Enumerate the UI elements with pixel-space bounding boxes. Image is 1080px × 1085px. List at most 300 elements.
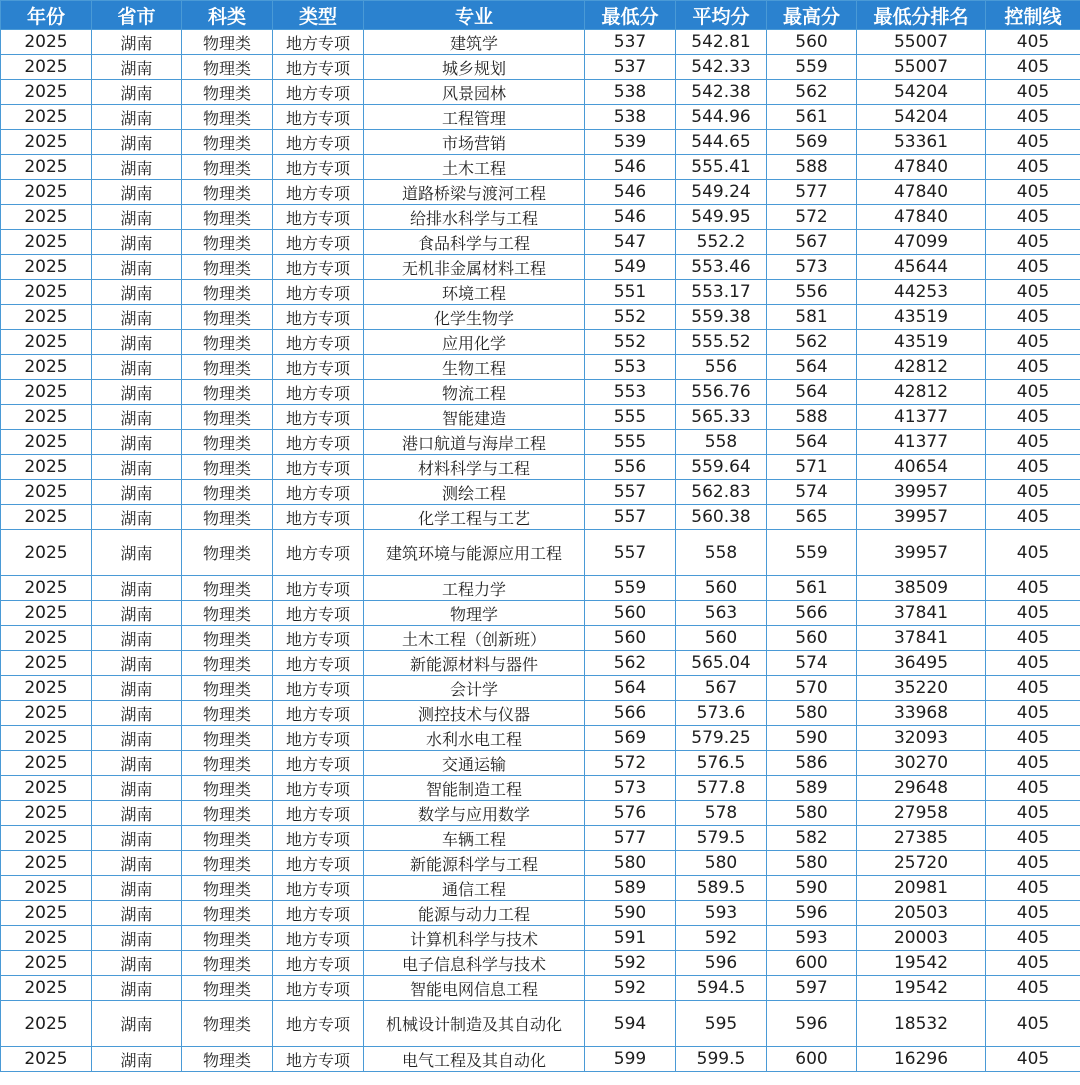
cell-subject: 物理类 — [182, 55, 273, 80]
cell-min-score: 553 — [585, 380, 676, 405]
cell-min-rank: 55007 — [857, 30, 986, 55]
cell-min-rank: 54204 — [857, 105, 986, 130]
cell-year: 2025 — [1, 30, 92, 55]
cell-min-rank: 37841 — [857, 626, 986, 651]
cell-year: 2025 — [1, 751, 92, 776]
cell-subject: 物理类 — [182, 651, 273, 676]
cell-avg-score: 560 — [676, 576, 767, 601]
cell-type: 地方专项 — [273, 901, 364, 926]
cell-subject: 物理类 — [182, 155, 273, 180]
cell-avg-score: 592 — [676, 926, 767, 951]
cell-type: 地方专项 — [273, 776, 364, 801]
cell-type: 地方专项 — [273, 505, 364, 530]
cell-avg-score: 579.25 — [676, 726, 767, 751]
cell-avg-score: 560 — [676, 626, 767, 651]
cell-type: 地方专项 — [273, 405, 364, 430]
cell-province: 湖南 — [92, 751, 182, 776]
cell-major: 给排水科学与工程 — [364, 205, 585, 230]
table-row — [1, 430, 1080, 455]
cell-control-line: 405 — [986, 776, 1080, 801]
cell-year: 2025 — [1, 726, 92, 751]
table-row — [1, 926, 1080, 951]
cell-type: 地方专项 — [273, 701, 364, 726]
cell-type: 地方专项 — [273, 1047, 364, 1072]
cell-avg-score: 555.41 — [676, 155, 767, 180]
table-row — [1, 30, 1080, 55]
cell-province: 湖南 — [92, 480, 182, 505]
cell-subject: 物理类 — [182, 280, 273, 305]
cell-avg-score: 573.6 — [676, 701, 767, 726]
cell-province: 湖南 — [92, 976, 182, 1001]
cell-major: 物理学 — [364, 601, 585, 626]
cell-control-line: 405 — [986, 305, 1080, 330]
cell-province: 湖南 — [92, 405, 182, 430]
cell-year: 2025 — [1, 255, 92, 280]
cell-min-rank: 20503 — [857, 901, 986, 926]
cell-major: 材料科学与工程 — [364, 455, 585, 480]
cell-avg-score: 549.24 — [676, 180, 767, 205]
cell-min-rank: 39957 — [857, 480, 986, 505]
cell-province: 湖南 — [92, 180, 182, 205]
cell-province: 湖南 — [92, 626, 182, 651]
cell-year: 2025 — [1, 626, 92, 651]
cell-max-score: 571 — [767, 455, 857, 480]
cell-control-line: 405 — [986, 576, 1080, 601]
cell-province: 湖南 — [92, 105, 182, 130]
cell-major: 土木工程 — [364, 155, 585, 180]
table-header — [1, 1, 1080, 30]
cell-major: 电气工程及其自动化 — [364, 1047, 585, 1072]
cell-min-score: 546 — [585, 205, 676, 230]
cell-year: 2025 — [1, 480, 92, 505]
cell-major: 道路桥梁与渡河工程 — [364, 180, 585, 205]
cell-min-rank: 18532 — [857, 1001, 986, 1047]
cell-min-score: 590 — [585, 901, 676, 926]
cell-min-score: 537 — [585, 55, 676, 80]
cell-major: 工程管理 — [364, 105, 585, 130]
cell-min-rank: 32093 — [857, 726, 986, 751]
cell-max-score: 596 — [767, 901, 857, 926]
cell-max-score: 582 — [767, 826, 857, 851]
cell-subject: 物理类 — [182, 826, 273, 851]
cell-subject: 物理类 — [182, 180, 273, 205]
cell-province: 湖南 — [92, 801, 182, 826]
cell-type: 地方专项 — [273, 155, 364, 180]
cell-max-score: 577 — [767, 180, 857, 205]
header-year: 年份 — [1, 1, 92, 30]
cell-major: 建筑学 — [364, 30, 585, 55]
cell-control-line: 405 — [986, 601, 1080, 626]
cell-min-score: 592 — [585, 976, 676, 1001]
cell-major: 化学工程与工艺 — [364, 505, 585, 530]
cell-year: 2025 — [1, 305, 92, 330]
cell-province: 湖南 — [92, 726, 182, 751]
cell-province: 湖南 — [92, 230, 182, 255]
cell-min-score: 549 — [585, 255, 676, 280]
cell-min-rank: 25720 — [857, 851, 986, 876]
cell-min-rank: 16296 — [857, 1047, 986, 1072]
cell-subject: 物理类 — [182, 576, 273, 601]
cell-major: 会计学 — [364, 676, 585, 701]
cell-subject: 物理类 — [182, 255, 273, 280]
cell-year: 2025 — [1, 651, 92, 676]
cell-max-score: 560 — [767, 626, 857, 651]
cell-max-score: 561 — [767, 576, 857, 601]
cell-control-line: 405 — [986, 701, 1080, 726]
cell-avg-score: 565.33 — [676, 405, 767, 430]
cell-type: 地方专项 — [273, 55, 364, 80]
cell-max-score: 580 — [767, 851, 857, 876]
cell-min-rank: 20003 — [857, 926, 986, 951]
cell-year: 2025 — [1, 405, 92, 430]
cell-province: 湖南 — [92, 851, 182, 876]
cell-control-line: 405 — [986, 726, 1080, 751]
cell-avg-score: 589.5 — [676, 876, 767, 901]
cell-major: 建筑环境与能源应用工程 — [364, 530, 585, 576]
cell-major: 测控技术与仪器 — [364, 701, 585, 726]
cell-major: 物流工程 — [364, 380, 585, 405]
cell-min-score: 589 — [585, 876, 676, 901]
cell-province: 湖南 — [92, 1047, 182, 1072]
cell-major: 无机非金属材料工程 — [364, 255, 585, 280]
cell-type: 地方专项 — [273, 576, 364, 601]
cell-type: 地方专项 — [273, 355, 364, 380]
cell-major: 新能源科学与工程 — [364, 851, 585, 876]
cell-year: 2025 — [1, 701, 92, 726]
cell-subject: 物理类 — [182, 105, 273, 130]
cell-control-line: 405 — [986, 626, 1080, 651]
cell-avg-score: 556 — [676, 355, 767, 380]
cell-subject: 物理类 — [182, 480, 273, 505]
cell-min-rank: 55007 — [857, 55, 986, 80]
cell-major: 应用化学 — [364, 330, 585, 355]
cell-type: 地方专项 — [273, 230, 364, 255]
cell-min-rank: 27958 — [857, 801, 986, 826]
cell-subject: 物理类 — [182, 330, 273, 355]
cell-type: 地方专项 — [273, 976, 364, 1001]
cell-major: 数学与应用数学 — [364, 801, 585, 826]
cell-avg-score: 553.46 — [676, 255, 767, 280]
cell-type: 地方专项 — [273, 851, 364, 876]
cell-min-rank: 35220 — [857, 676, 986, 701]
cell-min-rank: 29648 — [857, 776, 986, 801]
cell-major: 化学生物学 — [364, 305, 585, 330]
cell-min-rank: 38509 — [857, 576, 986, 601]
cell-avg-score: 560.38 — [676, 505, 767, 530]
cell-max-score: 560 — [767, 30, 857, 55]
cell-avg-score: 594.5 — [676, 976, 767, 1001]
cell-control-line: 405 — [986, 130, 1080, 155]
cell-year: 2025 — [1, 55, 92, 80]
cell-min-rank: 42812 — [857, 355, 986, 380]
table-row — [1, 576, 1080, 601]
cell-min-rank: 43519 — [857, 305, 986, 330]
table-row — [1, 651, 1080, 676]
header-major: 专业 — [364, 1, 585, 30]
cell-year: 2025 — [1, 455, 92, 480]
cell-subject: 物理类 — [182, 455, 273, 480]
cell-avg-score: 596 — [676, 951, 767, 976]
table-row — [1, 55, 1080, 80]
cell-min-rank: 36495 — [857, 651, 986, 676]
cell-min-rank: 47840 — [857, 180, 986, 205]
cell-major: 港口航道与海岸工程 — [364, 430, 585, 455]
cell-year: 2025 — [1, 1047, 92, 1072]
cell-province: 湖南 — [92, 530, 182, 576]
cell-type: 地方专项 — [273, 430, 364, 455]
cell-major: 机械设计制造及其自动化 — [364, 1001, 585, 1047]
cell-type: 地方专项 — [273, 30, 364, 55]
cell-max-score: 564 — [767, 430, 857, 455]
cell-major: 车辆工程 — [364, 826, 585, 851]
cell-avg-score: 565.04 — [676, 651, 767, 676]
cell-control-line: 405 — [986, 230, 1080, 255]
cell-avg-score: 558 — [676, 430, 767, 455]
cell-min-rank: 47840 — [857, 205, 986, 230]
table-row — [1, 155, 1080, 180]
cell-province: 湖南 — [92, 701, 182, 726]
cell-major: 工程力学 — [364, 576, 585, 601]
cell-province: 湖南 — [92, 430, 182, 455]
table-row — [1, 726, 1080, 751]
cell-avg-score: 595 — [676, 1001, 767, 1047]
cell-min-score: 552 — [585, 305, 676, 330]
cell-min-score: 594 — [585, 1001, 676, 1047]
header-max-score: 最高分 — [767, 1, 857, 30]
cell-year: 2025 — [1, 801, 92, 826]
cell-min-score: 556 — [585, 455, 676, 480]
cell-province: 湖南 — [92, 255, 182, 280]
cell-subject: 物理类 — [182, 876, 273, 901]
cell-max-score: 574 — [767, 651, 857, 676]
cell-avg-score: 544.96 — [676, 105, 767, 130]
cell-min-score: 564 — [585, 676, 676, 701]
cell-control-line: 405 — [986, 255, 1080, 280]
cell-subject: 物理类 — [182, 676, 273, 701]
cell-subject: 物理类 — [182, 726, 273, 751]
cell-min-score: 569 — [585, 726, 676, 751]
cell-max-score: 589 — [767, 776, 857, 801]
cell-province: 湖南 — [92, 901, 182, 926]
cell-province: 湖南 — [92, 380, 182, 405]
cell-province: 湖南 — [92, 55, 182, 80]
cell-year: 2025 — [1, 676, 92, 701]
cell-type: 地方专项 — [273, 330, 364, 355]
cell-min-rank: 47840 — [857, 155, 986, 180]
cell-max-score: 559 — [767, 55, 857, 80]
cell-type: 地方专项 — [273, 951, 364, 976]
cell-province: 湖南 — [92, 205, 182, 230]
cell-max-score: 597 — [767, 976, 857, 1001]
cell-max-score: 572 — [767, 205, 857, 230]
cell-min-rank: 33968 — [857, 701, 986, 726]
cell-major: 智能建造 — [364, 405, 585, 430]
cell-avg-score: 567 — [676, 676, 767, 701]
cell-control-line: 405 — [986, 480, 1080, 505]
cell-max-score: 570 — [767, 676, 857, 701]
cell-min-score: 557 — [585, 505, 676, 530]
header-min-rank: 最低分排名 — [857, 1, 986, 30]
cell-year: 2025 — [1, 826, 92, 851]
cell-avg-score: 559.64 — [676, 455, 767, 480]
table-row — [1, 701, 1080, 726]
cell-min-score: 576 — [585, 801, 676, 826]
cell-control-line: 405 — [986, 455, 1080, 480]
cell-province: 湖南 — [92, 576, 182, 601]
cell-major: 水利水电工程 — [364, 726, 585, 751]
cell-max-score: 559 — [767, 530, 857, 576]
cell-year: 2025 — [1, 155, 92, 180]
cell-max-score: 566 — [767, 601, 857, 626]
cell-min-rank: 37841 — [857, 601, 986, 626]
table-row — [1, 801, 1080, 826]
table-row — [1, 480, 1080, 505]
cell-province: 湖南 — [92, 505, 182, 530]
cell-year: 2025 — [1, 530, 92, 576]
cell-control-line: 405 — [986, 951, 1080, 976]
cell-avg-score: 562.83 — [676, 480, 767, 505]
table-row — [1, 105, 1080, 130]
cell-major: 计算机科学与技术 — [364, 926, 585, 951]
cell-max-score: 590 — [767, 726, 857, 751]
cell-year: 2025 — [1, 876, 92, 901]
cell-avg-score: 542.81 — [676, 30, 767, 55]
cell-province: 湖南 — [92, 305, 182, 330]
table-body — [1, 30, 1080, 1072]
table-row — [1, 826, 1080, 851]
cell-min-score: 599 — [585, 1047, 676, 1072]
table-row — [1, 405, 1080, 430]
cell-province: 湖南 — [92, 826, 182, 851]
cell-min-score: 555 — [585, 430, 676, 455]
cell-year: 2025 — [1, 951, 92, 976]
header-min-score: 最低分 — [585, 1, 676, 30]
cell-min-score: 555 — [585, 405, 676, 430]
cell-max-score: 588 — [767, 405, 857, 430]
table-row — [1, 1047, 1080, 1072]
cell-province: 湖南 — [92, 30, 182, 55]
cell-control-line: 405 — [986, 651, 1080, 676]
cell-major: 市场营销 — [364, 130, 585, 155]
cell-subject: 物理类 — [182, 976, 273, 1001]
cell-type: 地方专项 — [273, 80, 364, 105]
cell-type: 地方专项 — [273, 626, 364, 651]
cell-control-line: 405 — [986, 851, 1080, 876]
cell-major: 通信工程 — [364, 876, 585, 901]
cell-province: 湖南 — [92, 455, 182, 480]
cell-min-score: 551 — [585, 280, 676, 305]
cell-min-rank: 45644 — [857, 255, 986, 280]
cell-max-score: 562 — [767, 80, 857, 105]
cell-type: 地方专项 — [273, 926, 364, 951]
cell-subject: 物理类 — [182, 926, 273, 951]
cell-min-score: 591 — [585, 926, 676, 951]
cell-province: 湖南 — [92, 80, 182, 105]
cell-province: 湖南 — [92, 876, 182, 901]
cell-control-line: 405 — [986, 530, 1080, 576]
cell-min-score: 539 — [585, 130, 676, 155]
cell-avg-score: 593 — [676, 901, 767, 926]
cell-major: 智能制造工程 — [364, 776, 585, 801]
cell-avg-score: 579.5 — [676, 826, 767, 851]
cell-province: 湖南 — [92, 951, 182, 976]
cell-avg-score: 558 — [676, 530, 767, 576]
cell-major: 环境工程 — [364, 280, 585, 305]
cell-control-line: 405 — [986, 205, 1080, 230]
cell-control-line: 405 — [986, 105, 1080, 130]
cell-min-rank: 41377 — [857, 405, 986, 430]
cell-max-score: 581 — [767, 305, 857, 330]
cell-subject: 物理类 — [182, 305, 273, 330]
cell-max-score: 580 — [767, 801, 857, 826]
cell-year: 2025 — [1, 80, 92, 105]
cell-type: 地方专项 — [273, 601, 364, 626]
cell-avg-score: 542.38 — [676, 80, 767, 105]
cell-max-score: 564 — [767, 380, 857, 405]
cell-year: 2025 — [1, 1001, 92, 1047]
cell-min-score: 560 — [585, 601, 676, 626]
cell-year: 2025 — [1, 926, 92, 951]
cell-control-line: 405 — [986, 826, 1080, 851]
table-row — [1, 976, 1080, 1001]
cell-type: 地方专项 — [273, 801, 364, 826]
cell-max-score: 596 — [767, 1001, 857, 1047]
cell-year: 2025 — [1, 776, 92, 801]
cell-min-score: 559 — [585, 576, 676, 601]
cell-subject: 物理类 — [182, 1001, 273, 1047]
cell-max-score: 593 — [767, 926, 857, 951]
table-row — [1, 601, 1080, 626]
cell-max-score: 586 — [767, 751, 857, 776]
cell-max-score: 556 — [767, 280, 857, 305]
cell-subject: 物理类 — [182, 505, 273, 530]
cell-subject: 物理类 — [182, 355, 273, 380]
cell-avg-score: 599.5 — [676, 1047, 767, 1072]
cell-avg-score: 559.38 — [676, 305, 767, 330]
cell-major: 测绘工程 — [364, 480, 585, 505]
cell-control-line: 405 — [986, 926, 1080, 951]
cell-min-rank: 42812 — [857, 380, 986, 405]
cell-avg-score: 544.65 — [676, 130, 767, 155]
cell-min-rank: 47099 — [857, 230, 986, 255]
cell-control-line: 405 — [986, 876, 1080, 901]
cell-major: 土木工程（创新班） — [364, 626, 585, 651]
table-row — [1, 205, 1080, 230]
cell-type: 地方专项 — [273, 751, 364, 776]
table-row — [1, 951, 1080, 976]
cell-province: 湖南 — [92, 280, 182, 305]
cell-type: 地方专项 — [273, 876, 364, 901]
cell-control-line: 405 — [986, 280, 1080, 305]
cell-subject: 物理类 — [182, 801, 273, 826]
cell-max-score: 561 — [767, 105, 857, 130]
cell-type: 地方专项 — [273, 480, 364, 505]
table-row — [1, 280, 1080, 305]
cell-type: 地方专项 — [273, 280, 364, 305]
cell-control-line: 405 — [986, 901, 1080, 926]
cell-year: 2025 — [1, 505, 92, 530]
cell-max-score: 573 — [767, 255, 857, 280]
cell-avg-score: 542.33 — [676, 55, 767, 80]
cell-control-line: 405 — [986, 180, 1080, 205]
cell-year: 2025 — [1, 901, 92, 926]
cell-control-line: 405 — [986, 430, 1080, 455]
table-row — [1, 455, 1080, 480]
cell-max-score: 580 — [767, 701, 857, 726]
cell-year: 2025 — [1, 576, 92, 601]
cell-subject: 物理类 — [182, 530, 273, 576]
table-row — [1, 505, 1080, 530]
